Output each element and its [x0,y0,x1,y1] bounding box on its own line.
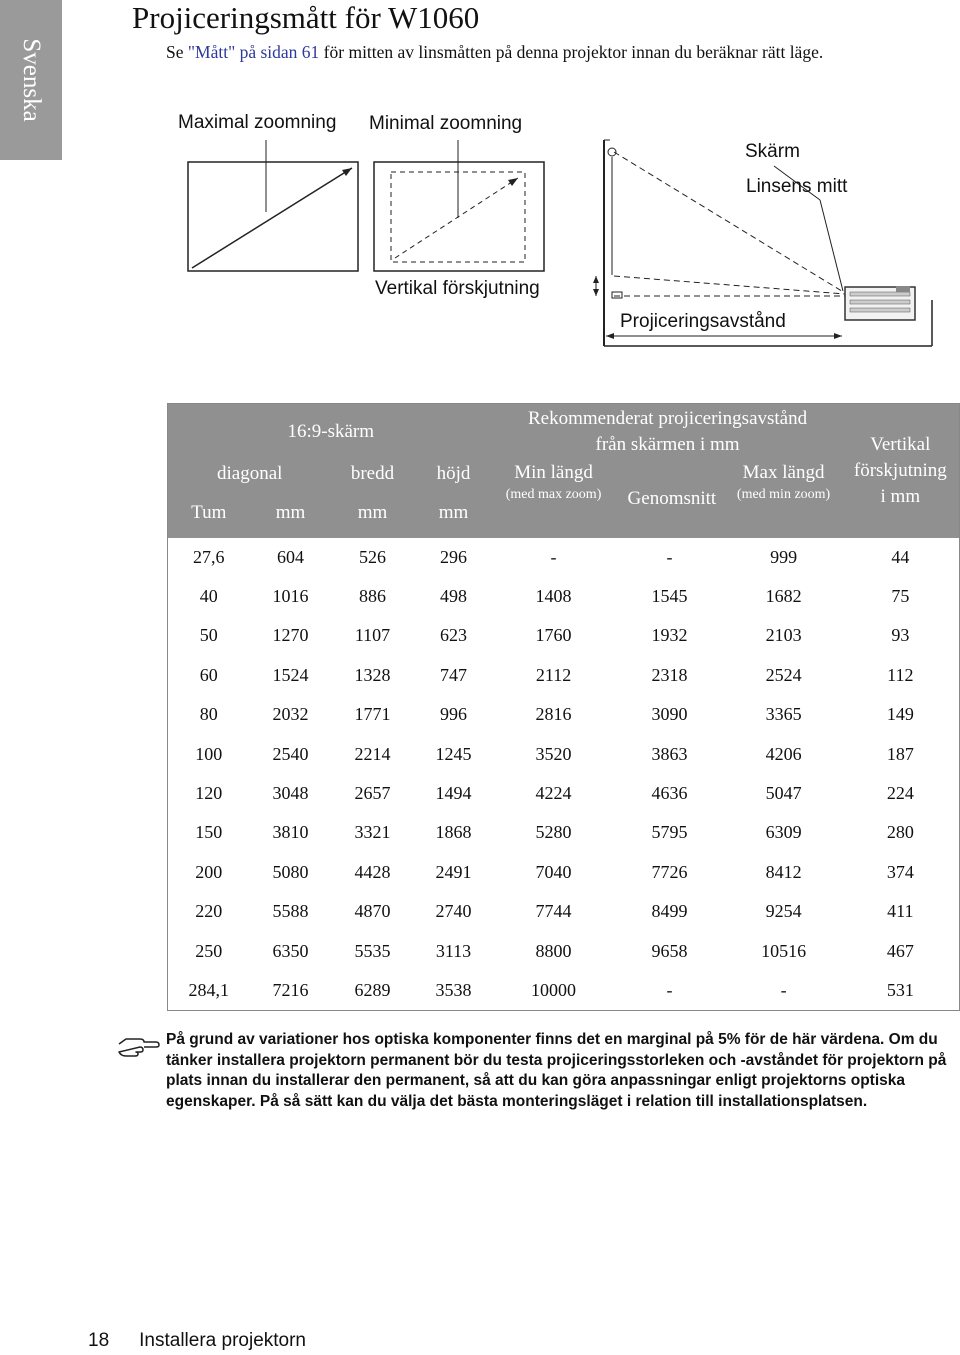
table-cell: 3113 [435,940,472,961]
table-cell: 75 [891,586,910,607]
table-cell: 1328 [354,664,391,685]
table-cell: 531 [886,979,914,1000]
table-cell: 3863 [651,743,688,764]
table-cell: 8499 [651,901,688,922]
table-cell: 7744 [535,901,572,922]
table-row [168,734,960,773]
table-cell: 7726 [651,861,688,882]
table-cell: 4428 [354,861,391,882]
table-cell: 1494 [435,783,472,804]
table-row [168,616,960,655]
page-title: Projiceringsmått för W1060 [132,0,480,35]
table-cell: 6309 [765,822,802,843]
vertical-offset-label: Vertikal förskjutning [375,278,540,299]
page-footer [88,1330,306,1352]
table-cell: 1545 [651,586,688,607]
table-cell: 467 [886,940,914,961]
average-header: Genomsnitt [614,460,726,538]
table-cell: 999 [770,546,798,567]
distance-group-header: Rekommenderat projiceringsavstånd från skärmen i mm [494,404,842,460]
table-cell: 374 [886,861,914,882]
table-cell: 7040 [535,861,572,882]
table-cell: 120 [195,783,223,804]
vertical-offset-header: Vertikal förskjutning i mm [842,404,960,538]
unit-mm-header: mm [332,488,414,538]
pointing-hand-icon [116,1030,160,1060]
table-cell: 220 [195,901,223,922]
max-zoom-label: Maximal zoomning [178,112,337,133]
table-cell: 3048 [272,783,309,804]
table-cell: 112 [887,664,914,685]
table-cell: 27,6 [193,546,225,567]
table-cell: 2524 [765,664,802,685]
table-cell: 8800 [535,940,572,961]
table-row [168,577,960,616]
table-cell: 4224 [535,783,572,804]
projection-diagram [0,100,960,360]
table-cell: 3321 [354,822,391,843]
table-cell: 2214 [354,743,391,764]
table-cell: 5795 [651,822,688,843]
table-cell: 50 [199,625,218,646]
height-header: höjd [414,460,494,488]
intro-before: Se [166,42,188,62]
table-cell: 1760 [535,625,572,646]
table-cell: 40 [199,586,218,607]
lens-center-label: Linsens mitt [746,176,848,197]
note-text: På grund av variationer hos optiska komponenter finns det en marginal på 5% för de här värdena. Om du tänker installera projektorn permanent bör du testa projiceringsstorleken och -avståndet för projektorn på plats innan du installerar den permanent, så att du kan göra anpassningar enligt projektorns optiska egenskaper. På så sätt kan du välja det bästa monteringsläget i relation till installationsplatsen. [166,1031,947,1110]
table-cell: 2540 [272,743,309,764]
table-cell: 1107 [354,625,391,646]
table-cell: 2491 [435,861,472,882]
table-row [168,813,960,852]
table-cell: 5047 [765,783,802,804]
projection-distance-label: Projiceringsavstånd [620,311,786,332]
table-cell: 1932 [651,625,688,646]
table-cell: 2657 [354,783,391,804]
table-cell: 187 [886,743,914,764]
table-cell: 149 [886,704,914,725]
section-name: Installera projektorn [139,1330,307,1351]
table-cell: 9658 [651,940,688,961]
table-cell: - [666,979,673,1000]
min-length-header [494,460,614,538]
table-cell: 296 [440,546,468,567]
diagonal-header: diagonal [168,460,332,488]
table-cell: 8412 [765,861,802,882]
table-cell: 1270 [272,625,309,646]
intro-text [166,42,946,63]
table-cell: 150 [195,822,223,843]
table-cell: 4636 [651,783,688,804]
table-cell: 886 [359,586,386,607]
table-cell: 747 [440,664,468,685]
language-tab-label: Svenska [18,38,45,122]
table-row [168,931,960,970]
table-cell: 5080 [272,861,309,882]
unit-inch-header: Tum [168,488,250,538]
screen-label: Skärm [745,141,800,162]
table-cell: 526 [359,546,386,567]
table-cell: 1868 [435,822,472,843]
table-cell: 5280 [535,822,572,843]
table-cell: 498 [440,586,468,607]
dimensions-link[interactable]: "Mått" på sidan 61 [187,42,320,62]
table-cell: 280 [886,822,914,843]
table-cell: 623 [440,625,468,646]
table-cell: 4870 [354,901,391,922]
table-cell: 10000 [531,979,577,1000]
table-cell: 5535 [354,940,391,961]
table-cell: 200 [195,861,223,882]
table-cell: 3538 [435,979,472,1000]
table-cell: 3090 [651,704,688,725]
table-cell: 6289 [354,979,391,1000]
projection-table [167,403,960,1011]
table-cell: 1245 [435,743,472,764]
table-cell: 3520 [535,743,572,764]
table-cell: 93 [891,625,910,646]
table-cell: 2112 [535,664,572,685]
min-zoom-label: Minimal zoomning [369,113,523,134]
min-length-label: Min längd [514,461,593,483]
max-length-note: (med min zoom) [736,486,831,502]
table-cell: 604 [277,546,304,567]
table-cell: 3365 [765,704,802,725]
table-row [168,538,960,577]
screen-group-header: 16:9-skärm [168,404,494,460]
page-number: 18 [88,1330,110,1351]
table-cell: 3810 [272,822,309,843]
table-row [168,656,960,695]
table-row [168,892,960,931]
table-cell: 7216 [272,979,309,1000]
table-cell: 1524 [272,664,309,685]
table-cell: 1682 [765,586,802,607]
table-cell: 60 [199,664,218,685]
table-cell: 2740 [435,901,472,922]
table-cell: 44 [891,546,910,567]
table-cell: - [666,546,673,567]
table-cell: 1408 [535,586,572,607]
table-body [168,538,960,1011]
table-cell: 1771 [354,704,391,725]
width-header: bredd [332,460,414,488]
table-cell: 1016 [272,586,309,607]
table-cell: 100 [195,743,223,764]
table-cell: 2816 [535,704,572,725]
intro-after: för mitten av linsmåtten på denna projektor innan du beräknar rätt läge. [319,42,824,62]
table-row [168,695,960,734]
max-length-label: Max längd [742,461,825,483]
table-cell: 80 [199,704,218,725]
table-cell: 284,1 [188,979,229,1000]
unit-mm-header: mm [250,488,332,538]
min-length-note: (med max zoom) [505,486,602,502]
table-cell: 5588 [272,901,309,922]
table-row [168,853,960,892]
table-cell: 250 [195,940,223,961]
table-cell: 10516 [761,940,807,961]
table-cell: 411 [887,901,914,922]
max-length-header [726,460,842,538]
table-cell: 996 [440,704,468,725]
table-cell: 6350 [272,940,309,961]
table-row [168,774,960,813]
table-cell: 2032 [272,704,309,725]
table-cell: - [780,979,787,1000]
table-cell: - [550,546,557,567]
table-row [168,971,960,1011]
table-cell: 2103 [765,625,802,646]
table-cell: 9254 [765,901,802,922]
table-cell: 2318 [651,664,688,685]
unit-mm-header: mm [414,488,494,538]
table-cell: 224 [886,783,914,804]
table-cell: 4206 [765,743,802,764]
